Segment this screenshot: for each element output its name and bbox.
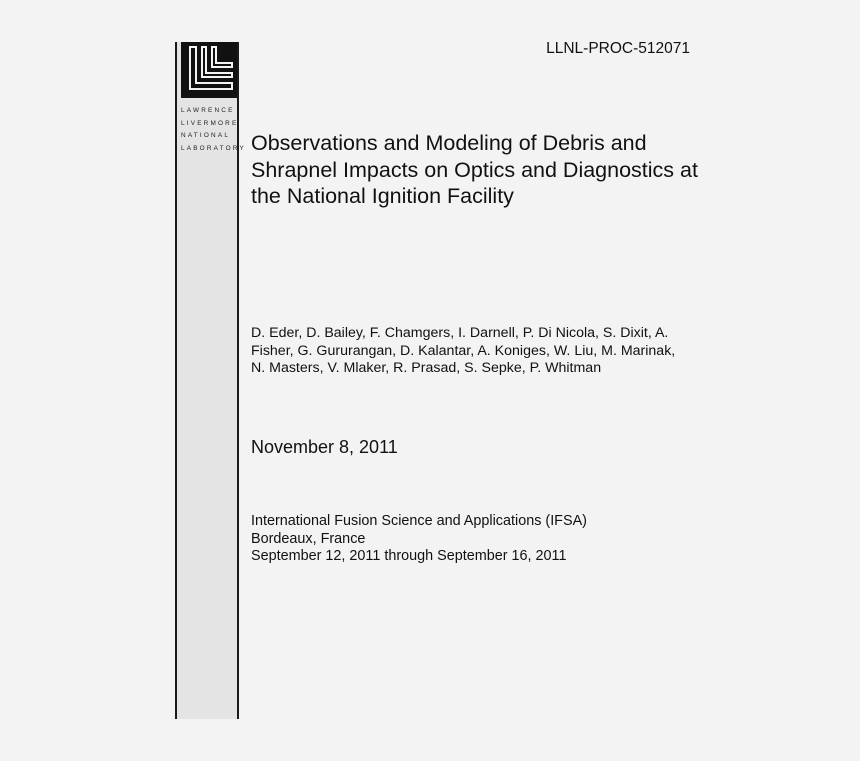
logo-line-livermore: LIVERMORE <box>181 119 239 127</box>
author-list: D. Eder, D. Bailey, F. Chamgers, I. Darnell, P. Di Nicola, S. Dixit, A. Fisher, G. Gururangan, D. Kalantar, A. Koniges, W. Liu, M. Marinak, N. Masters, V. Mlaker, R. Prasad, S. Sepke, P. Whitman <box>251 325 676 377</box>
llnl-logo-icon <box>181 42 237 98</box>
document-date: November 8, 2011 <box>251 437 398 457</box>
logo-line-laboratory: LABORATORY <box>181 144 246 152</box>
lab-name-logotype <box>181 105 246 155</box>
report-number: LLNL-PROC-512071 <box>546 40 690 57</box>
document-title: Observations and Modeling of Debris and Shrapnel Impacts on Optics and Diagnostics at the National Ignition Facility <box>251 131 698 208</box>
conference-dates: September 12, 2011 through September 16, 2011 <box>251 548 567 565</box>
logo-line-national: NATIONAL <box>181 132 231 140</box>
conference-info <box>251 513 691 566</box>
conference-location: Bordeaux, France <box>251 530 366 547</box>
logo-line-lawrence: LAWRENCE <box>181 107 235 114</box>
conference-name: International Fusion Science and Applications (IFSA) <box>251 513 587 529</box>
